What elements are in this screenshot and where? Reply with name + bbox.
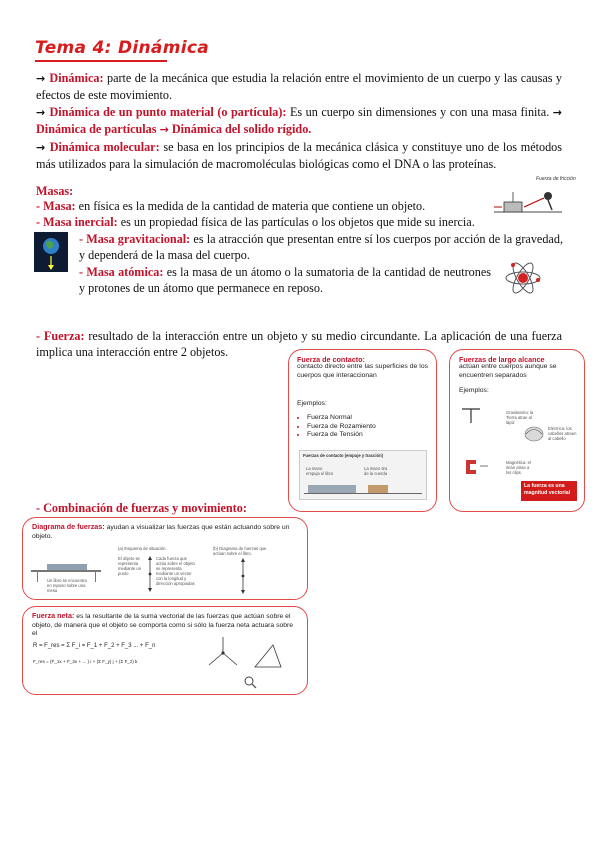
card-largo-title: Fuerzas de largo alcance	[459, 355, 545, 364]
def-masa-inercial: es un propiedad física de las partículas o los objetos que mide su inercia.	[117, 215, 475, 229]
book-caption: Un libro se encuentra en reposo sobre una mesa	[47, 578, 87, 593]
example-item: • Fuerza de Rozamiento	[307, 423, 437, 432]
arrow-icon: →	[159, 123, 169, 137]
page-title: Tema 4: Dinámica	[35, 38, 209, 58]
def-masa-gravitacional: es la atracción que presentan entre sí los cuerpos por acción de la gravedad, y dependerá de la masa del cuerpo.	[79, 232, 563, 263]
force-vectors-diagram	[203, 633, 243, 673]
vector-triangle-diagram	[251, 639, 287, 671]
card-neta-text: es la resultante de la suma vectorial de las fuerzas que actúan sobre el objeto, de manera que el objeto se comporta como si sólo la fuerza neta actuara sobre el	[32, 613, 294, 637]
hair-comb-icon	[522, 424, 546, 442]
term-dinamica: Dinámica:	[49, 71, 104, 85]
contact-forces-figure	[299, 450, 427, 500]
term-masa-inercial: - Masa inercial:	[36, 215, 118, 229]
card-fuerzas-largo-alcance	[449, 349, 585, 512]
card-contacto-examples-label: Ejemplos:	[297, 400, 327, 407]
figure-title: Fuerzas de contacto (empuje y tracción)	[303, 453, 384, 458]
masas-heading: Masas:	[36, 184, 74, 198]
box-shape	[368, 485, 388, 493]
example-item: • Fuerza de Tensión	[307, 431, 437, 440]
example-item: • Fuerza Normal	[307, 414, 437, 423]
table-leg	[37, 572, 38, 582]
table-leg	[95, 572, 96, 582]
fig-magnetica: Magnética: el imán atrae a los clips	[506, 460, 531, 475]
masa-definition	[36, 198, 476, 214]
col-a-text: El objeto se representa mediante un punto	[118, 556, 142, 576]
term-fuerza: - Fuerza:	[36, 329, 85, 343]
arrow-icon: →	[36, 72, 50, 85]
combinacion-heading: - Combinación de fuerzas y movimiento:	[36, 501, 247, 515]
table-top	[31, 570, 101, 572]
arrow-icon: →	[552, 105, 562, 119]
term-masa: - Masa:	[36, 199, 76, 213]
intro-definitions	[36, 70, 562, 172]
def-masa: en física es la medida de la cantidad de materia que contiene un objeto.	[75, 199, 426, 213]
fig-electrica: Eléctrica: los cabellos atraen al cabello	[548, 426, 577, 441]
book-shape	[308, 485, 356, 493]
masa-atomica-definition	[79, 264, 491, 297]
figure-right-caption: La mano tira de la cuerda	[364, 466, 388, 476]
card-diagrama-text: ayudan a visualizar las fuerzas que están actuando sobre un objeto.	[32, 524, 290, 540]
term-masa-gravitacional: - Masa gravitacional:	[79, 232, 191, 246]
vector-diagram-a	[145, 556, 155, 592]
magnifier-icon	[243, 675, 257, 689]
figure-left-caption: La mano empuja el libro	[306, 466, 334, 476]
arrow-icon: →	[36, 105, 50, 119]
card-contacto-title: Fuerza de contacto:	[297, 355, 365, 364]
card-largo-text: actúan entre cuerpos aunque se encuentren separados	[459, 363, 557, 379]
card-neta-desc	[32, 612, 300, 639]
term-particulas: Dinámica de partículas	[36, 122, 157, 137]
formula-componentes: F_res = (F_1x + F_2x + ... ) i + (Σ F_y) j + (Σ F_z) k	[33, 659, 138, 664]
card-fuerza-neta	[22, 606, 308, 695]
card-neta-title: Fuerza neta:	[32, 611, 75, 620]
masa-gravitacional-definition	[79, 231, 563, 264]
friction-caption: Fuerza de fricción	[536, 176, 576, 182]
vector-diagram-b	[237, 558, 249, 594]
formula-resultante: R = F_res = Σ F_i = F_1 + F_2 + F_3 ... + F_n	[33, 643, 156, 649]
title-underline	[35, 60, 167, 62]
card-diagrama-fuerzas	[22, 517, 308, 600]
pencil-icon	[460, 406, 482, 424]
fig-gravitatoria: Gravitatoria: la Tierra atrae al lápiz	[506, 410, 534, 425]
card-contacto-text: contacto directo entre las superficies de los cuerpos que interaccionan	[297, 363, 428, 379]
def-fuerza: resultado de la interacción entre un objeto y su medio circundante. La aplicación de una fuerza implica una interacción entre 2 objetos.	[36, 329, 562, 360]
col-a-title: (a) Esquema de situación.	[118, 546, 167, 551]
card-diagrama-desc	[32, 523, 300, 541]
col-a-text2: Cada fuerza que actúa sobre el objeto se representa mediante un vector con la longitud y dirección apropiadas	[156, 556, 195, 586]
card-largo-examples-label: Ejemplos:	[459, 387, 489, 394]
card-contacto-examples	[297, 414, 437, 440]
earth-gravity-icon	[34, 232, 68, 272]
masa-inercial-definition	[36, 214, 476, 230]
term-molecular: Dinámica molecular:	[49, 139, 160, 154]
floor-line	[304, 493, 422, 494]
vector-magnitude-badge: La fuerza es una magnitud vectorial	[521, 481, 577, 501]
def-masa-atomica: es la masa de un átomo o la sumatoria de la cantidad de neutrones y protones de un átomo que permanece en reposo.	[79, 265, 491, 296]
term-solido-rigido: Dinámica del solido rígido.	[171, 122, 312, 137]
arrow-icon: →	[36, 140, 50, 154]
col-b-title: (b) Diagrama de fuerzas que actúan sobre el libro.	[213, 546, 267, 556]
def-punto-material: Es un cuerpo sin dimensiones y con una masa finita.	[286, 104, 550, 119]
friction-illustration	[490, 168, 576, 218]
atom-icon	[503, 258, 543, 298]
magnet-icon	[462, 456, 492, 476]
def-molecular: se basa en los principios de la mecánica clásica y constituye uno de los métodos más utilizados para la simulación de macromoléculas biológicas como el DNA o las proteínas.	[36, 139, 563, 172]
card-fuerza-contacto	[288, 349, 437, 512]
term-masa-atomica: - Masa atómica:	[79, 265, 164, 279]
card-diagrama-title: Diagrama de fuerzas:	[32, 522, 105, 531]
def-dinamica: parte de la mecánica que estudia la relación entre el movimiento de un cuerpo y las causas y efectos de este movimiento.	[36, 71, 563, 103]
term-punto-material: Dinámica de un punto material (o partícula):	[49, 104, 287, 119]
